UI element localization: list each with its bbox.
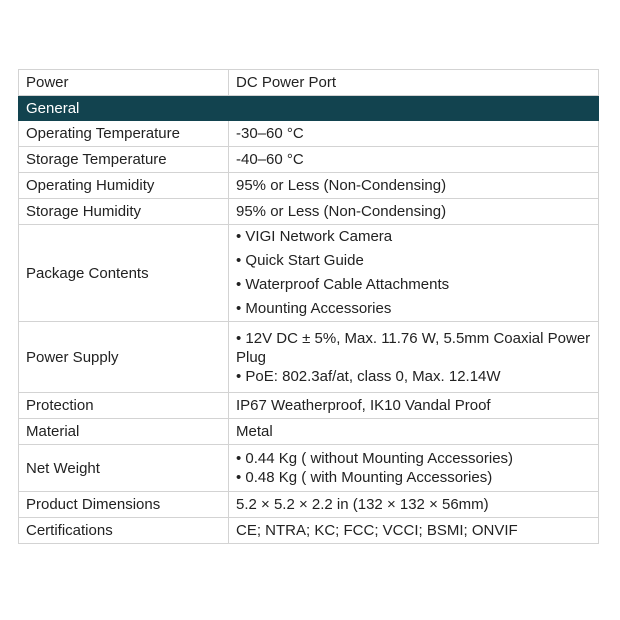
spec-value: 95% or Less (Non-Condensing) bbox=[229, 199, 599, 225]
list-item: • VIGI Network Camera bbox=[236, 228, 393, 245]
list-item: • 0.48 Kg ( with Mounting Accessories) bbox=[236, 469, 493, 486]
spec-row-net-weight bbox=[19, 445, 599, 492]
spec-row-operating-temperature bbox=[19, 121, 599, 147]
spec-label: Material bbox=[19, 419, 229, 445]
spec-value: 95% or Less (Non-Condensing) bbox=[229, 173, 599, 199]
spec-row-certifications bbox=[19, 518, 599, 544]
spec-value: Metal bbox=[229, 419, 599, 445]
spec-value: IP67 Weatherproof, IK10 Vandal Proof bbox=[229, 393, 599, 419]
spec-row-material bbox=[19, 419, 599, 445]
list-item: • 0.44 Kg ( without Mounting Accessories) bbox=[236, 450, 514, 467]
spec-label: Product Dimensions bbox=[19, 492, 229, 518]
package-contents-list bbox=[236, 225, 591, 321]
spec-value: -40–60 °C bbox=[229, 147, 599, 173]
list-item: • PoE: 802.3af/at, class 0, Max. 12.14W bbox=[236, 367, 501, 385]
spec-value: 5.2 × 5.2 × 2.2 in (132 × 132 × 56mm) bbox=[229, 492, 599, 518]
spec-row-package-contents bbox=[19, 225, 599, 322]
spec-label: Operating Temperature bbox=[19, 121, 229, 147]
spec-value: CE; NTRA; KC; FCC; VCCI; BSMI; ONVIF bbox=[229, 518, 599, 544]
spec-value bbox=[229, 322, 599, 393]
spec-label: Power bbox=[19, 70, 229, 96]
spec-value: DC Power Port bbox=[229, 70, 599, 96]
section-header-general bbox=[19, 96, 599, 121]
spec-label: Storage Temperature bbox=[19, 147, 229, 173]
section-title: General bbox=[19, 96, 599, 121]
spec-row-protection bbox=[19, 393, 599, 419]
list-item: • Waterproof Cable Attachments bbox=[236, 276, 450, 293]
spec-value bbox=[229, 225, 599, 322]
spec-label: Storage Humidity bbox=[19, 199, 229, 225]
spec-row-storage-humidity bbox=[19, 199, 599, 225]
spec-label: Protection bbox=[19, 393, 229, 419]
spec-row-product-dimensions bbox=[19, 492, 599, 518]
net-weight-list bbox=[236, 449, 591, 487]
spec-label: Certifications bbox=[19, 518, 229, 544]
list-item: • Mounting Accessories bbox=[236, 300, 392, 317]
spec-value bbox=[229, 445, 599, 492]
specifications-table bbox=[18, 69, 599, 544]
spec-row-storage-temperature bbox=[19, 147, 599, 173]
spec-label: Operating Humidity bbox=[19, 173, 229, 199]
spec-row-power-supply bbox=[19, 322, 599, 393]
power-supply-list bbox=[236, 329, 591, 386]
list-item: • 12V DC ± 5%, Max. 11.76 W, 5.5mm Coaxial Power Plug bbox=[236, 329, 591, 366]
spec-label: Net Weight bbox=[19, 445, 229, 492]
list-item: • Quick Start Guide bbox=[236, 252, 364, 269]
spec-value: -30–60 °C bbox=[229, 121, 599, 147]
spec-label: Power Supply bbox=[19, 322, 229, 393]
spec-label: Package Contents bbox=[19, 225, 229, 322]
spec-row-operating-humidity bbox=[19, 173, 599, 199]
spec-row-power bbox=[19, 70, 599, 96]
